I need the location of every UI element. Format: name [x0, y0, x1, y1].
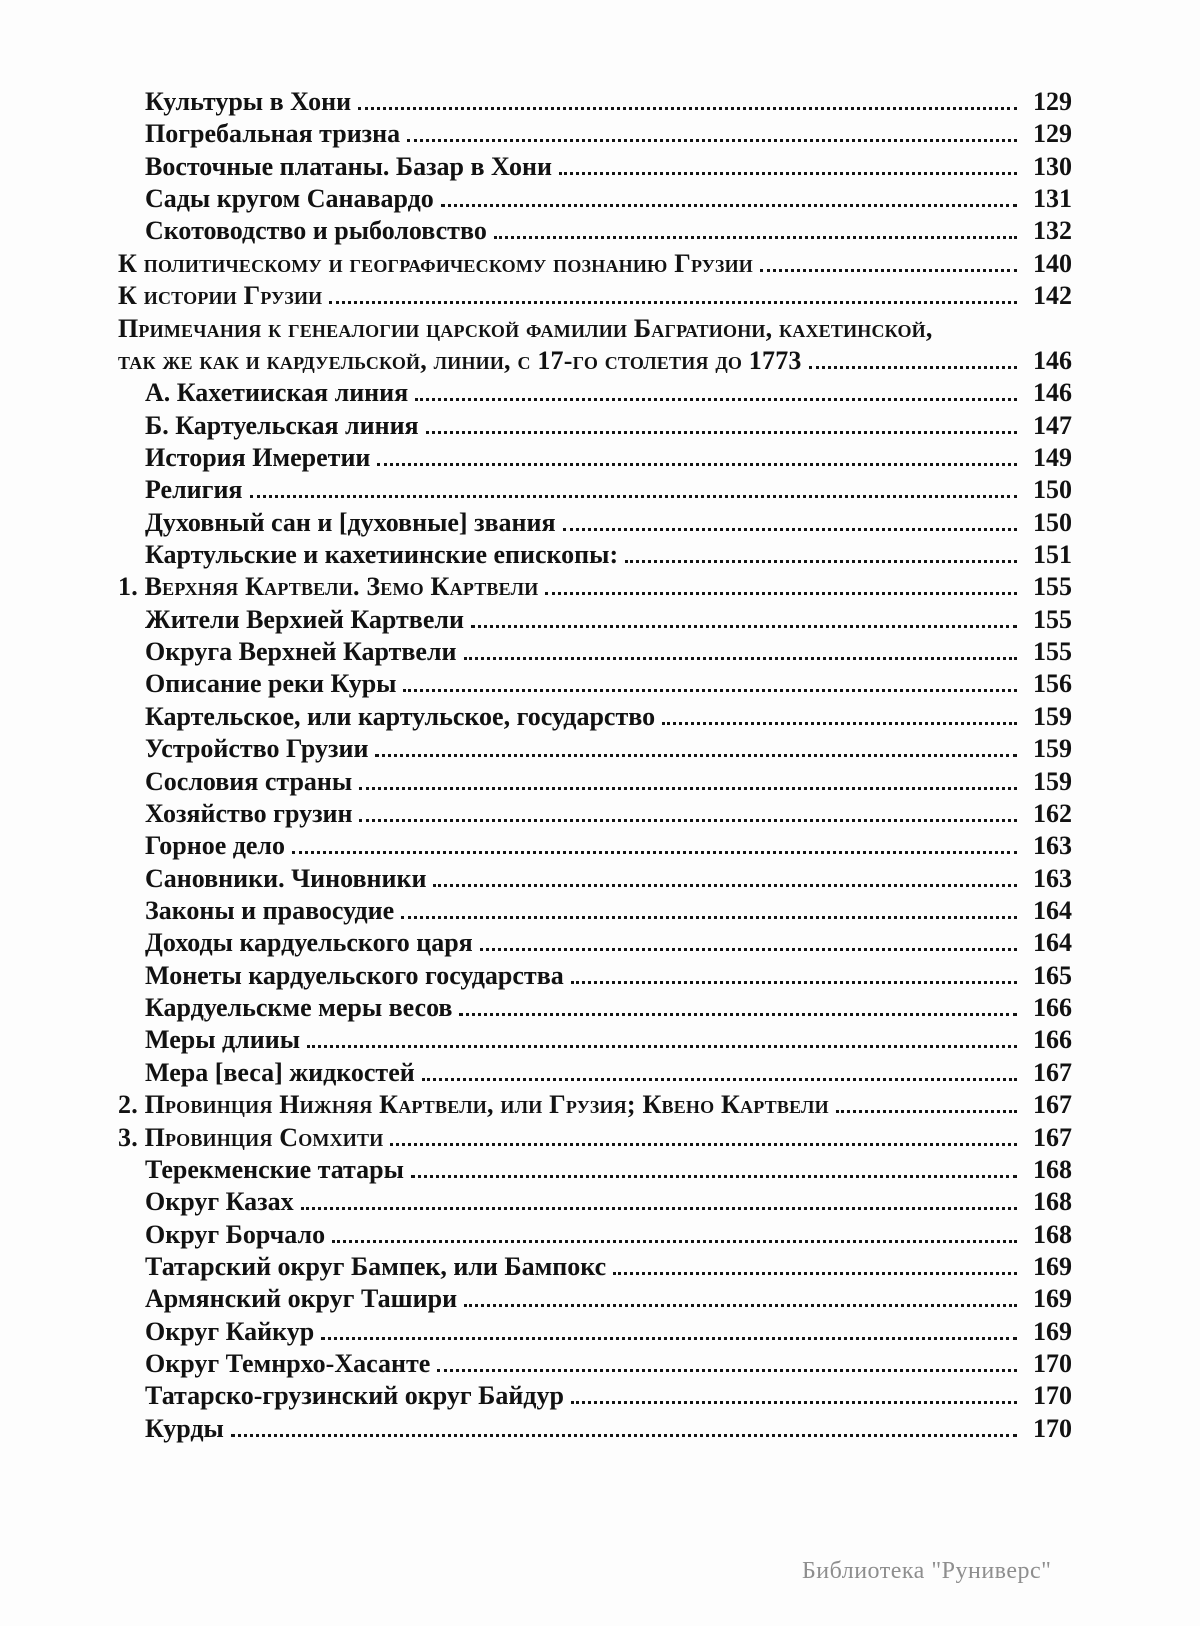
toc-entry-title: Терекменские татары	[145, 1154, 404, 1184]
dotted-leader	[559, 172, 1017, 175]
toc-entry	[118, 702, 1072, 734]
toc-entry	[118, 864, 1072, 896]
dotted-leader	[359, 787, 1017, 790]
library-watermark: Библиотека "Руниверс"	[802, 1558, 1052, 1584]
toc-entry-title: Округ Борчало	[145, 1219, 326, 1249]
dotted-leader	[809, 366, 1017, 369]
dotted-leader	[332, 1240, 1017, 1243]
dotted-leader	[390, 1143, 1017, 1146]
page-number: 155	[1033, 572, 1072, 602]
toc-entry	[118, 767, 1072, 799]
dotted-leader	[403, 689, 1017, 692]
page-number: 132	[1033, 216, 1072, 246]
toc-entry-title: К политическому и географическому познанию Грузии	[118, 248, 753, 278]
toc-entry	[118, 1058, 1072, 1090]
toc-entry-title: Округ Темнрхо-Хасанте	[145, 1349, 431, 1379]
toc-entry	[118, 961, 1072, 993]
toc-entry	[118, 993, 1072, 1025]
toc-entry	[118, 540, 1072, 572]
toc-entry-title: Сады кругом Санавардо	[145, 184, 434, 214]
page-number: 167	[1033, 1090, 1072, 1120]
dotted-leader	[471, 625, 1017, 628]
toc-entry-title: История Имеретии	[145, 442, 371, 472]
toc-entry-title: 3. Провинция Сомхити	[118, 1122, 384, 1152]
dotted-leader	[250, 495, 1018, 498]
toc-entry-title: Доходы кардуельского царя	[145, 928, 473, 958]
toc-entry-title: Кардуельскме меры весов	[145, 993, 453, 1023]
dotted-leader	[464, 1304, 1017, 1307]
page-number: 159	[1033, 734, 1072, 764]
dotted-leader	[301, 1207, 1017, 1210]
dotted-leader	[459, 1013, 1017, 1016]
page-number: 168	[1033, 1187, 1072, 1217]
toc-entry-title: Хозяйство грузин	[145, 798, 353, 828]
toc-entry	[118, 669, 1072, 701]
toc-entry	[118, 1317, 1072, 1349]
toc-entry	[118, 637, 1072, 669]
page-number: 146	[1033, 345, 1072, 375]
toc-entry	[118, 184, 1072, 216]
toc-entry-title: Устройство Грузии	[145, 734, 369, 764]
toc-entry-title: Жители Верхией Картвели	[145, 604, 464, 634]
toc-entry	[118, 1349, 1072, 1381]
toc-entry-title: Татарский округ Бампек, или Бампокс	[145, 1251, 607, 1281]
toc-entry	[118, 346, 1072, 378]
dotted-leader	[401, 916, 1017, 919]
page-number: 166	[1033, 1025, 1072, 1055]
toc-entry-title: Армянский округ Ташири	[145, 1284, 458, 1314]
dotted-leader	[358, 107, 1017, 110]
toc-entry-title: 1. Верхняя Картвели. Земо Картвели	[118, 572, 539, 602]
toc-entry-title: Татарско-грузинский округ Байдур	[145, 1381, 564, 1411]
toc-entry	[118, 1123, 1072, 1155]
page-number: 146	[1033, 378, 1072, 408]
toc-entry-title: Сословия страны	[145, 766, 353, 796]
page-number: 147	[1033, 410, 1072, 440]
toc-entry	[118, 152, 1072, 184]
toc-entry-title: Религия	[145, 475, 243, 505]
page-number: 168	[1033, 1219, 1072, 1249]
toc-entry	[118, 831, 1072, 863]
dotted-leader	[545, 592, 1017, 595]
dotted-leader	[321, 1337, 1017, 1340]
toc-entry	[118, 314, 1072, 346]
page-number: 156	[1033, 669, 1072, 699]
toc-entry-title: Погребальная тризна	[145, 119, 401, 149]
toc-entry	[118, 475, 1072, 507]
dotted-leader	[571, 1401, 1017, 1404]
page-number: 140	[1033, 248, 1072, 278]
dotted-leader	[307, 1045, 1017, 1048]
page-number: 155	[1033, 604, 1072, 634]
toc-entry	[118, 1252, 1072, 1284]
toc-entry	[118, 378, 1072, 410]
toc-entry-title: Законы и правосудие	[145, 895, 395, 925]
toc-entry	[118, 216, 1072, 248]
dotted-leader	[433, 884, 1017, 887]
toc-entry	[118, 1025, 1072, 1057]
toc-entry-title: 2. Провинция Нижняя Картвели, или Грузия; Квено Картвели	[118, 1090, 829, 1120]
toc-entry-title: Округ Казах	[145, 1187, 294, 1217]
toc-entry-title: Скотоводство и рыболовство	[145, 216, 487, 246]
page-number: 170	[1033, 1349, 1072, 1379]
dotted-leader	[407, 139, 1017, 142]
dotted-leader	[292, 851, 1017, 854]
page-number: 131	[1033, 184, 1072, 214]
dotted-leader	[377, 463, 1017, 466]
toc-entry-title: Примечания к генеалогии царской фамилии Багратиони, кахетинской,	[118, 313, 933, 343]
dotted-leader	[494, 236, 1017, 239]
dotted-leader	[571, 981, 1017, 984]
toc-entry-title: Горное дело	[145, 831, 286, 861]
page-number: 163	[1033, 831, 1072, 861]
page-number: 164	[1033, 928, 1072, 958]
page-number: 170	[1033, 1413, 1072, 1443]
page-number: 150	[1033, 507, 1072, 537]
page-number: 169	[1033, 1284, 1072, 1314]
toc-entry-title: Мера [веса] жидкостей	[145, 1057, 415, 1087]
toc-entry-title: Меры длииы	[145, 1025, 300, 1055]
toc-entry-title: Культуры в Хони	[145, 87, 352, 116]
toc-entry	[118, 799, 1072, 831]
page-number: 149	[1033, 442, 1072, 472]
toc-entry	[118, 572, 1072, 604]
toc-entry	[118, 605, 1072, 637]
page-number: 167	[1033, 1057, 1072, 1087]
dotted-leader	[411, 1175, 1017, 1178]
toc-entry-title: Б. Картуельская линия	[145, 410, 419, 440]
toc-entry-title: Сановники. Чиновники	[145, 863, 427, 893]
dotted-leader	[464, 657, 1017, 660]
toc-entry	[118, 411, 1072, 443]
toc-entry	[118, 734, 1072, 766]
toc-entry-title: Духовный сан и [духовные] звания	[145, 507, 556, 537]
toc-entry	[118, 281, 1072, 313]
toc-entry-title: Монеты кардуельского государства	[145, 960, 564, 990]
dotted-leader	[415, 398, 1017, 401]
toc-entry	[118, 249, 1072, 281]
page-number: 159	[1033, 701, 1072, 731]
dotted-leader	[662, 722, 1017, 725]
page-number: 155	[1033, 637, 1072, 667]
dotted-leader	[613, 1272, 1017, 1275]
toc-entry-title: Курды	[145, 1413, 224, 1443]
dotted-leader	[563, 528, 1017, 531]
dotted-leader	[231, 1434, 1017, 1437]
toc-entry-title: А. Кахетииская линия	[145, 378, 409, 408]
toc-entry	[118, 1155, 1072, 1187]
page-number: 168	[1033, 1154, 1072, 1184]
toc-entry-title: Описание реки Куры	[145, 669, 397, 699]
dotted-leader	[441, 204, 1017, 207]
toc-entry-title: Округа Верхней Картвели	[145, 637, 457, 667]
toc-entry	[118, 87, 1072, 119]
page-number: 166	[1033, 993, 1072, 1023]
page-number: 164	[1033, 895, 1072, 925]
page-number: 165	[1033, 960, 1072, 990]
page-number: 142	[1033, 281, 1072, 311]
toc-entry	[118, 1220, 1072, 1252]
dotted-leader	[760, 269, 1017, 272]
page-number: 162	[1033, 798, 1072, 828]
page-number: 163	[1033, 863, 1072, 893]
toc-entry	[118, 896, 1072, 928]
page-number: 167	[1033, 1122, 1072, 1152]
dotted-leader	[375, 754, 1017, 757]
toc-entry	[118, 119, 1072, 151]
toc-entry-title: Восточные платаны. Базар в Хони	[145, 151, 552, 181]
page-number: 170	[1033, 1381, 1072, 1411]
table-of-contents	[118, 87, 1072, 1446]
page-number: 151	[1033, 540, 1072, 570]
page-number: 159	[1033, 766, 1072, 796]
toc-entry-title: Картельское, или картульское, государство	[145, 701, 656, 731]
page-number: 129	[1033, 87, 1072, 116]
toc-entry-title: Округ Кайкур	[145, 1316, 315, 1346]
toc-entry-title: К истории Грузии	[118, 281, 323, 311]
toc-entry-title: Картульские и кахетиинские епископы:	[145, 540, 619, 570]
dotted-leader	[437, 1369, 1017, 1372]
dotted-leader	[329, 301, 1017, 304]
toc-entry	[118, 1381, 1072, 1413]
toc-entry	[118, 1090, 1072, 1122]
dotted-leader	[359, 819, 1017, 822]
page-number: 169	[1033, 1316, 1072, 1346]
page-number: 169	[1033, 1251, 1072, 1281]
page-number: 130	[1033, 151, 1072, 181]
toc-entry	[118, 1284, 1072, 1316]
dotted-leader	[625, 560, 1017, 563]
toc-entry	[118, 508, 1072, 540]
page-number: 150	[1033, 475, 1072, 505]
dotted-leader	[426, 431, 1017, 434]
page-number: 129	[1033, 119, 1072, 149]
dotted-leader	[480, 948, 1017, 951]
toc-entry-title: так же как и кардуельской, линии, с 17-го столетия до 1773	[118, 345, 802, 375]
dotted-leader	[422, 1078, 1017, 1081]
toc-entry	[118, 928, 1072, 960]
toc-entry	[118, 1414, 1072, 1446]
dotted-leader	[836, 1110, 1017, 1113]
toc-entry	[118, 443, 1072, 475]
toc-entry	[118, 1187, 1072, 1219]
